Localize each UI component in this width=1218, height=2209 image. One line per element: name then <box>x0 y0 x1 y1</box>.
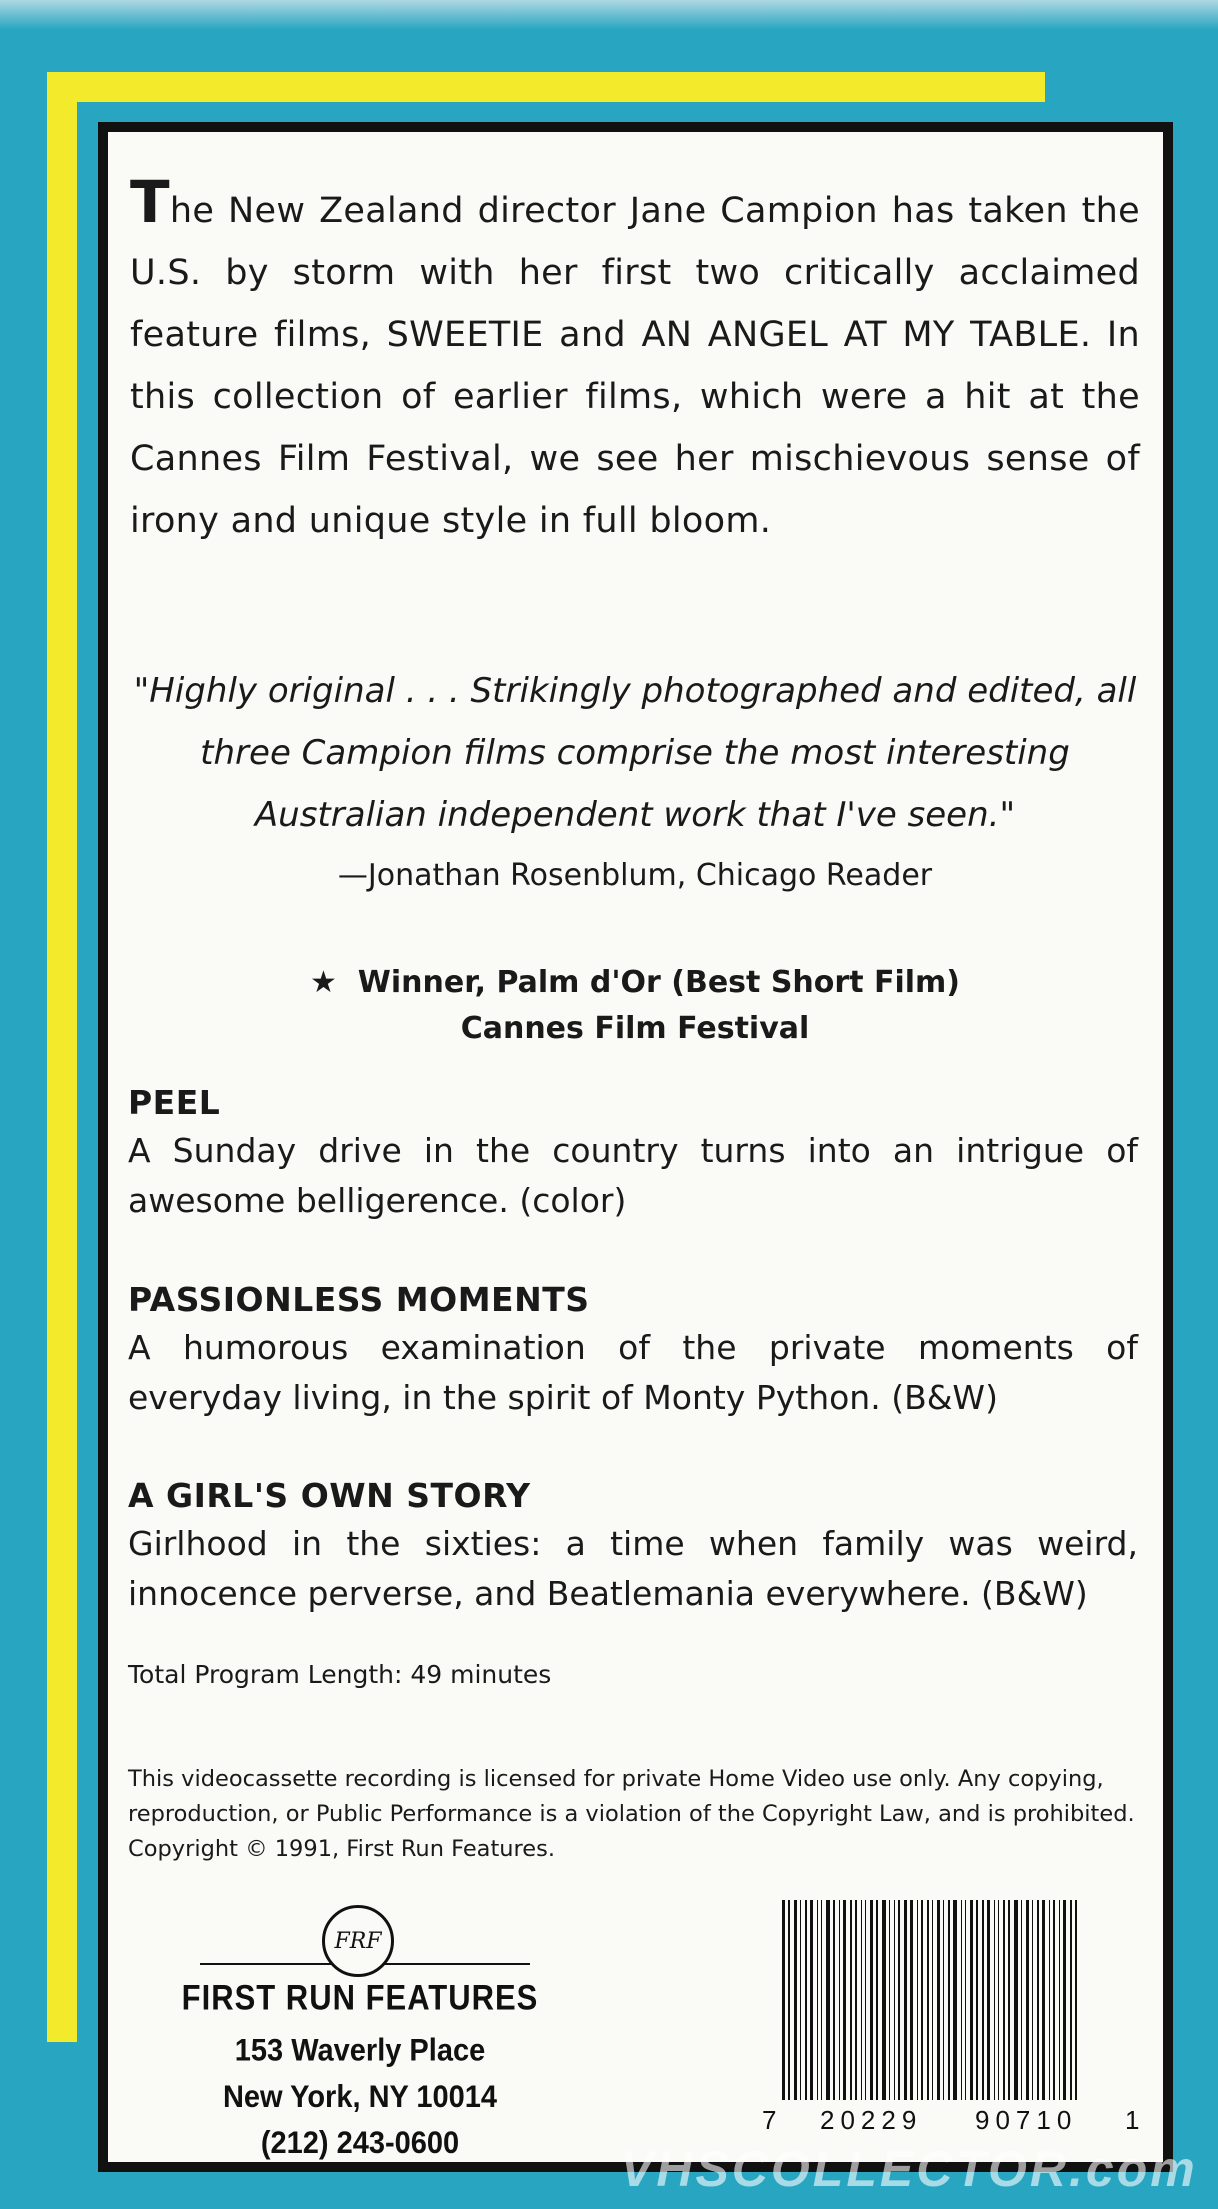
award-block <box>130 960 1140 1052</box>
film-title: PASSIONLESS MOMENTS <box>128 1280 590 1319</box>
barcode-bar <box>870 1900 873 2100</box>
award-line-1: Winner, Palm d'Or (Best Short Film) <box>357 965 961 1000</box>
barcode-bar <box>1026 1900 1029 2100</box>
barcode-bar <box>861 1900 862 2100</box>
barcode-bar <box>1037 1900 1039 2100</box>
barcode-bar <box>917 1900 918 2100</box>
barcode-bar <box>932 1900 933 2100</box>
barcode-right-digit: 1 <box>1125 2105 1146 2135</box>
quote-attribution: —Jonathan Rosenblum, Chicago Reader <box>337 858 933 893</box>
copyright-notice: This videocassette recording is licensed for private Home Video use only. Any copying, reproduction, or Public Performance is a violation of the Copyright Law, and is prohibited. Copyright © 1991, First Run Features. <box>128 1766 1135 1862</box>
barcode-bar <box>794 1900 797 2100</box>
barcode-bar <box>810 1900 813 2100</box>
barcode-bar <box>782 1900 785 2100</box>
yellow-stripe-top <box>47 72 1045 102</box>
frf-logo-text: FRF <box>334 1928 382 1954</box>
barcode-bar <box>833 1900 835 2100</box>
barcode-group-1: 20229 <box>820 2105 923 2135</box>
barcode-bar <box>894 1900 895 2100</box>
barcode-bar <box>921 1900 923 2100</box>
barcode-bar <box>1063 1900 1066 2100</box>
barcode-bar <box>1059 1900 1060 2100</box>
barcode-bar <box>876 1900 878 2100</box>
barcode-bar <box>843 1900 846 2100</box>
barcode-bar <box>953 1900 957 2100</box>
yellow-stripe-left <box>47 72 77 2042</box>
barcode-bar <box>898 1900 900 2100</box>
barcode-bar <box>927 1900 929 2100</box>
barcode-bar <box>882 1900 886 2100</box>
barcode-bar <box>865 1900 866 2100</box>
total-program-length: Total Program Length: 49 minutes <box>128 1660 552 1689</box>
barcode-bar <box>994 1900 995 2100</box>
film-description: Girlhood in the sixties: a time when family was weird, innocence perverse, and Beatlemania everywhere. (B&W) <box>128 1524 1138 1613</box>
barcode-bar <box>800 1900 801 2100</box>
film-entry-passionless-moments <box>128 1277 1138 1423</box>
barcode-bar <box>1003 1900 1005 2100</box>
film-description: A Sunday drive in the country turns into an intrigue of awesome belligerence. (color) <box>128 1131 1138 1220</box>
barcode-group-2: 90710 <box>975 2105 1078 2135</box>
barcode-bars <box>782 1900 1120 2100</box>
barcode-bar <box>855 1900 857 2100</box>
company-phone: (212) 243-0600 <box>260 2125 460 2161</box>
company-block <box>160 1977 560 2161</box>
film-description: A humorous examination of the private moments of everyday living, in the spirit of Monty Python. (B&W) <box>128 1328 1138 1417</box>
film-entry-peel <box>128 1080 1138 1226</box>
barcode-bar <box>970 1900 973 2100</box>
barcode-bar <box>1075 1900 1077 2100</box>
barcode-bar <box>826 1900 830 2100</box>
watermark: VHSCOLLECTOR.com <box>620 2141 1198 2197</box>
barcode-bar <box>948 1900 950 2100</box>
barcode <box>762 1900 1150 2140</box>
barcode-bar <box>998 1900 999 2100</box>
company-street: 153 Waverly Place <box>234 2033 486 2069</box>
barcode-bar <box>817 1900 818 2100</box>
company-address <box>160 2028 560 2167</box>
barcode-bar <box>943 1900 944 2100</box>
barcode-bar <box>889 1900 890 2100</box>
barcode-bar <box>805 1900 807 2100</box>
barcode-bar <box>937 1900 940 2100</box>
barcode-bar <box>1049 1900 1050 2100</box>
barcode-bar <box>839 1900 840 2100</box>
barcode-bar <box>850 1900 852 2100</box>
frf-logo <box>322 1905 394 1977</box>
barcode-bar <box>1042 1900 1045 2100</box>
barcode-bar <box>982 1900 984 2100</box>
barcode-bar <box>987 1900 990 2100</box>
intro-text: he New Zealand director Jane Campion has taken the U.S. by storm with her first two critically acclaimed feature films, SWEETIE and AN ANGEL AT MY TABLE. In this collection of earlier films, which were a hit at the Cannes Film Festival, we see her mischievous sense of irony and unique style in full bloom. <box>130 191 1140 541</box>
company-name: FIRST RUN FEATURES <box>181 1977 539 2018</box>
barcode-bar <box>910 1900 913 2100</box>
film-title: A GIRL'S OWN STORY <box>128 1476 531 1515</box>
barcode-bar <box>1032 1900 1033 2100</box>
barcode-bar <box>1014 1900 1018 2100</box>
review-quote: "Highly original . . . Strikingly photographed and edited, all three Campion films comprise the most interesting Australian independent work that I've seen." <box>133 671 1137 835</box>
intro-paragraph <box>130 168 1140 552</box>
film-title: PEEL <box>128 1083 221 1122</box>
barcode-bar <box>1008 1900 1010 2100</box>
barcode-bar <box>821 1900 822 2100</box>
barcode-bar <box>965 1900 966 2100</box>
drop-cap: T <box>130 168 170 236</box>
star-icon: ★ <box>309 965 337 1000</box>
barcode-bar <box>961 1900 962 2100</box>
barcode-left-digit: 7 <box>762 2105 783 2135</box>
worn-edge <box>0 0 1218 30</box>
barcode-bar <box>1021 1900 1022 2100</box>
barcode-bar <box>1053 1900 1055 2100</box>
barcode-bar <box>1070 1900 1072 2100</box>
award-line-2: Cannes Film Festival <box>460 1011 810 1046</box>
company-city: New York, NY 10014 <box>222 2079 498 2115</box>
barcode-bar <box>976 1900 978 2100</box>
film-entry-a-girls-own-story <box>128 1473 1138 1619</box>
barcode-bar <box>904 1900 907 2100</box>
barcode-bar <box>788 1900 790 2100</box>
